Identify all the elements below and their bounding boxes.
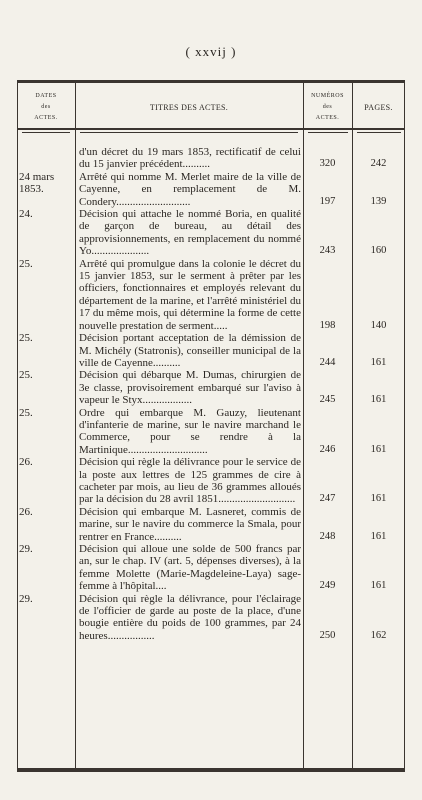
header-dates — [17, 86, 75, 128]
entry-title: Décision portant acceptation de la démission de M. Michély (Statronis), conseiller municipal de la ville de Cayenne.......... — [79, 332, 301, 369]
entry-page: 161 — [370, 443, 387, 455]
entry-title: Décision qui règle la délivrance pour le service de la poste aux lettres de 125 grammes de cire à cacheter par mois, au lieu de 36 grammes alloués par la décision du 28 avril 1851............................ — [79, 456, 301, 506]
entry-number: 198 — [319, 319, 336, 331]
header-titles-label: TITRES DES ACTES. — [149, 102, 229, 112]
page-number: ( xxvij ) — [185, 44, 237, 59]
entry-page: 161 — [370, 493, 387, 505]
entry-title: Décision qui débarque M. Dumas, chirurgien de 3e classe, provisoirement embarqué sur l'aviso à vapeur le Styx.................. — [79, 369, 301, 407]
header-nums-line2: des — [322, 103, 333, 110]
entry-date: 25. — [19, 257, 33, 270]
header-titles — [75, 86, 303, 128]
table-row — [17, 258, 405, 332]
entry-date: 25. — [19, 332, 33, 345]
header-rule — [17, 128, 405, 130]
entry-number: 246 — [319, 443, 336, 455]
table-bottom-rule — [17, 768, 405, 772]
table-row — [17, 171, 405, 208]
entry-title: Décision qui attache le nommé Boria, en qualité de garçon de bureau, au détail des approvisionnements, en remplacement du nommé Yo..................... — [79, 208, 301, 258]
entry-number: 250 — [319, 629, 336, 641]
header-pages — [352, 86, 405, 128]
table-row — [17, 407, 405, 457]
header-pages-label: PAGES. — [364, 102, 393, 112]
header-numbers — [303, 86, 352, 128]
entry-date: 24. — [19, 208, 33, 221]
header-subrule — [308, 132, 348, 133]
entry-title: Décision qui règle la délivrance, pour l'éclairage de l'officier de garde au poste de la place, d'une bougie entière du poids de 100 grammes, par 24 heures................. — [79, 592, 301, 642]
entry-number: 320 — [319, 158, 336, 170]
entry-page: 162 — [370, 629, 387, 641]
table-header — [17, 86, 405, 128]
table-row — [17, 369, 405, 406]
entry-number: 248 — [319, 530, 336, 542]
entry-page: 140 — [370, 319, 387, 331]
table-row — [17, 208, 405, 258]
header-subrule — [80, 132, 298, 133]
entry-number: 244 — [319, 356, 336, 368]
table-row — [17, 146, 405, 171]
entry-title: Arrêté qui promulgue dans la colonie le décret du 15 janvier 1853, sur le serment à prêter par les officiers, fonctionnaires et employés relevant du département de la marine, et l'arrêté ministériel du 17 du même mois, qui détermine la forme de cette nouvelle prestation de serment..... — [79, 257, 301, 332]
entry-title: Décision qui embarque M. Lasneret, commis de marine, sur le navire du commerce la Smala, pour rentrer en France.......... — [79, 505, 301, 543]
entry-page: 160 — [370, 245, 387, 257]
header-dates-line3: ACTES. — [34, 114, 58, 121]
entry-date: 25. — [19, 369, 33, 382]
header-dates-line1: DATES — [35, 92, 57, 99]
entry-page: 161 — [370, 530, 387, 542]
entry-page: 242 — [370, 158, 387, 170]
entry-title: Ordre qui embarque M. Gauzy, lieutenant d'infanterie de marine, sur le navire marchand le Commerce, pour se rendre à la Martinique............................. — [79, 406, 301, 456]
entry-date: 29. — [19, 592, 33, 605]
table-row — [17, 506, 405, 543]
header-nums-line1: NUMÉROS — [311, 92, 344, 99]
header-nums-line3: ACTES. — [315, 114, 340, 121]
entry-number: 247 — [319, 493, 336, 505]
entry-title: Arrêté qui nomme M. Merlet maire de la ville de Cayenne, en remplacement de M. Condery........................... — [79, 170, 301, 208]
entry-date: 26. — [19, 456, 33, 469]
entry-page: 161 — [370, 356, 387, 368]
entry-date: 29. — [19, 543, 33, 555]
entry-number: 245 — [319, 394, 336, 406]
entry-title: d'un décret du 19 mars 1853, rectificatif de celui du 15 janvier précédent.......... — [79, 146, 301, 171]
entry-page: 161 — [370, 580, 387, 592]
header-subrule — [357, 132, 401, 133]
entries-list — [17, 146, 405, 642]
table-row — [17, 332, 405, 369]
entry-title: Décision qui alloue une solde de 500 francs par an, sur le chap. IV (art. 5, dépenses diverses), à la femme Molette (Marie-Magdeleine-Laya) sage-femme à l'hôpital.... — [79, 543, 301, 593]
entry-date: 24 mars 1853. — [19, 170, 55, 196]
entry-number: 243 — [319, 245, 336, 257]
table-row — [17, 543, 405, 593]
entry-page: 139 — [370, 195, 387, 207]
table-row — [17, 456, 405, 506]
entry-date: 25. — [19, 406, 33, 419]
header-subrule — [22, 132, 70, 133]
entry-date: 26. — [19, 505, 33, 518]
entry-page: 161 — [370, 394, 387, 406]
table-row — [17, 593, 405, 643]
header-dates-line2: des — [41, 103, 51, 110]
entry-number: 249 — [319, 580, 336, 592]
entry-number: 197 — [319, 195, 336, 207]
